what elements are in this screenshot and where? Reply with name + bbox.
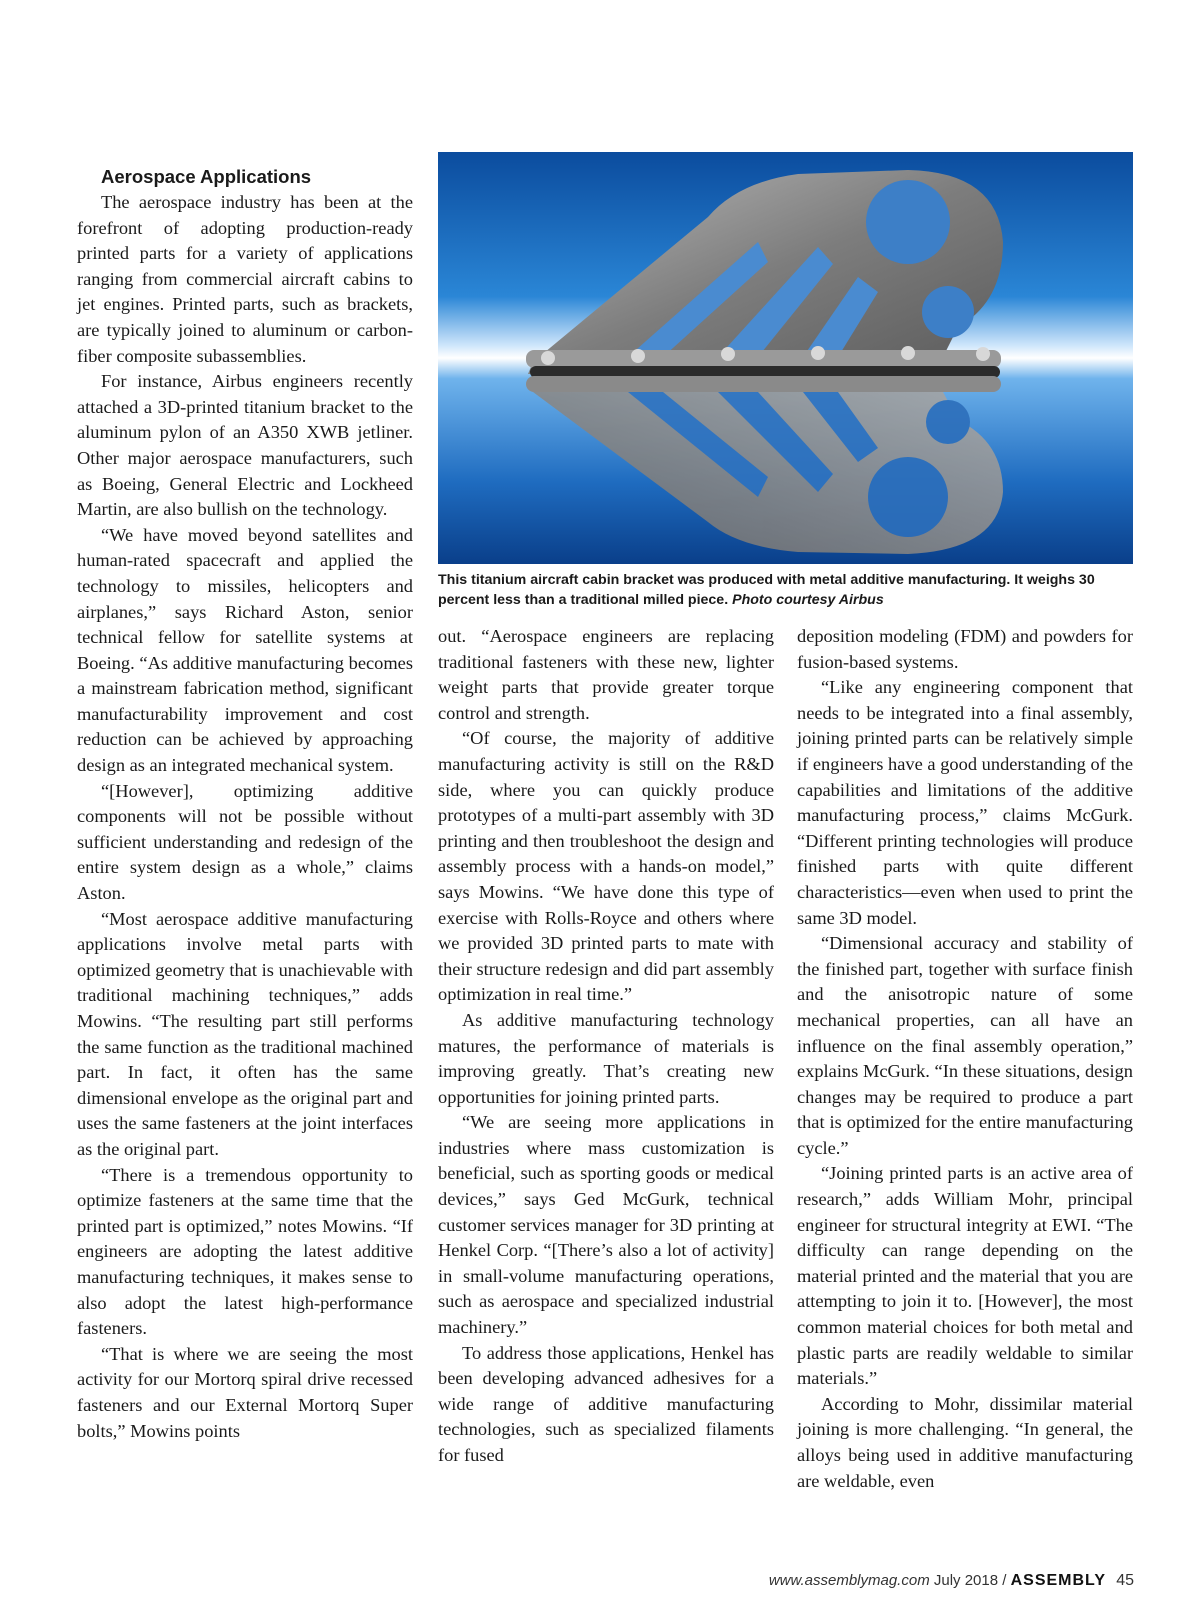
paragraph: “Dimensional accuracy and stability of the finished part, together with surface finish and the anisotropic nature of some mechanical properties, can all have an influence on the final assembly operation,” explains McGurk. “In these situations, design changes may be required to produce a part that is optimized for the entire manufacturing cycle.” [797, 933, 1133, 1158]
paragraph: For instance, Airbus engineers recently attached a 3D-printed titanium bracket to the aluminum pylon of an A350 XWB jetliner. Other major aerospace manufacturers, such as Boeing, General Electric and Lockheed Martin, are also bullish on the technology. [77, 371, 413, 520]
article-column-1 [77, 164, 413, 1444]
paragraph: “[However], optimizing additive components will not be possible without sufficient understanding and redesign of the entire system design as a whole,” claims Aston. [77, 780, 413, 904]
page-number: 45 [1116, 1572, 1134, 1589]
caption-text: This titanium aircraft cabin bracket was produced with metal additive manufacturing. It weighs 30 percent less than a traditional milled piece. [438, 572, 1095, 608]
paragraph: out. “Aerospace engineers are replacing traditional fasteners with these new, lighter weight parts that provide greater torque control and strength. [438, 626, 774, 723]
article-column-3 [797, 624, 1133, 1494]
article-column-2 [438, 624, 774, 1469]
bolt-rail [526, 346, 1001, 392]
paragraph: As additive manufacturing technology matures, the performance of materials is improving greatly. That’s creating new opportunities for joining printed parts. [438, 1009, 774, 1107]
paragraph: According to Mohr, dissimilar material joining is more challenging. “In general, the alloys being used in additive manufacturing are weldable, even [797, 1393, 1133, 1491]
paragraph: “We have moved beyond satellites and human-rated spacecraft and applied the technology to missiles, helicopters and airplanes,” says Richard Aston, senior technical fellow for satellite systems at Boeing. “As additive manufacturing becomes a mainstream fabrication method, significant manufacturability improvement and cost reduction can be achieved by approaching design as an integrated mechanical system. [77, 524, 413, 776]
page-footer [640, 1572, 1134, 1590]
photo-caption [438, 570, 1138, 610]
paragraph: “Most aerospace additive manufacturing applications involve metal parts with optimized geometry that is unachievable with traditional machining techniques,” adds Mowins. “The resulting part still performs the same function as the traditional machined part. In fact, it often has the same dimensional envelope as the original part and uses the same fasteners at the joint interfaces as the original part. [77, 908, 413, 1159]
paragraph: “That is where we are seeing the most activity for our Mortorq spiral drive recessed fasteners and our External Mortorq Super bolts,” Mowins points [77, 1343, 413, 1441]
photo-credit: Photo courtesy Airbus [732, 592, 884, 608]
paragraph: deposition modeling (FDM) and powders for fusion-based systems. [797, 626, 1133, 672]
paragraph: “Joining printed parts is an active area of research,” adds William Mohr, principal engineer for structural integrity at EWI. “The difficulty can range depending on the material printed and the material that you are attempting to join it to. [However], the most common material choices for both metal and plastic parts are readily weldable to similar materials.” [797, 1163, 1133, 1389]
paragraph: The aerospace industry has been at the forefront of adopting production-ready printed parts for a variety of applications ranging from commercial aircraft cabins to jet engines. Printed parts, such as brackets, are typically joined to aluminum or carbon-fiber composite subassemblies. [77, 192, 413, 366]
footer-magazine: ASSEMBLY [1010, 1572, 1107, 1589]
paragraph: “We are seeing more applications in industries where mass customization is beneficial, such as sporting goods or medical devices,” says Ged McGurk, technical customer services manager for 3D printing at Henkel Corp. “[There’s also a lot of activity] in small-volume manufacturing operations, such as aerospace and specialized industrial machinery.” [438, 1112, 774, 1338]
titanium-bracket-image [438, 152, 1133, 564]
footer-url: www.assemblymag.com [768, 1572, 930, 1589]
paragraph: To address those applications, Henkel has been developing advanced adhesives for a wide range of additive manufacturing technologies, such as specialized filaments for fused [438, 1342, 774, 1465]
paragraph: “There is a tremendous opportunity to optimize fasteners at the same time that the printed part is optimized,” notes Mowins. “If engineers are adopting the latest additive manufacturing techniques, it makes sense to also adopt the latest high-performance fasteners. [77, 1164, 413, 1339]
bracket-photo [438, 152, 1133, 564]
paragraph: “Of course, the majority of additive manufacturing activity is still on the R&D side, where you can quickly produce prototypes of a multi-part assembly with 3D printing and then troubleshoot the design and assembly process with a hands-on model,” says Mowins. “We have done this type of exercise with Rolls-Royce and others where we provided 3D printed parts to mate with their structure redesign and did part assembly optimization in real time.” [438, 728, 774, 1005]
section-heading: Aerospace Applications [101, 166, 312, 187]
footer-issue: July 2018 / [933, 1572, 1007, 1589]
paragraph: “Like any engineering component that needs to be integrated into a final assembly, joining printed parts can be relatively simple if engineers have a good understanding of the capabilities and limitations of the additive manufacturing process,” claims McGurk. “Different printing technologies will produce finished parts with quite different characteristics—even when used to print the same 3D model. [797, 677, 1133, 928]
